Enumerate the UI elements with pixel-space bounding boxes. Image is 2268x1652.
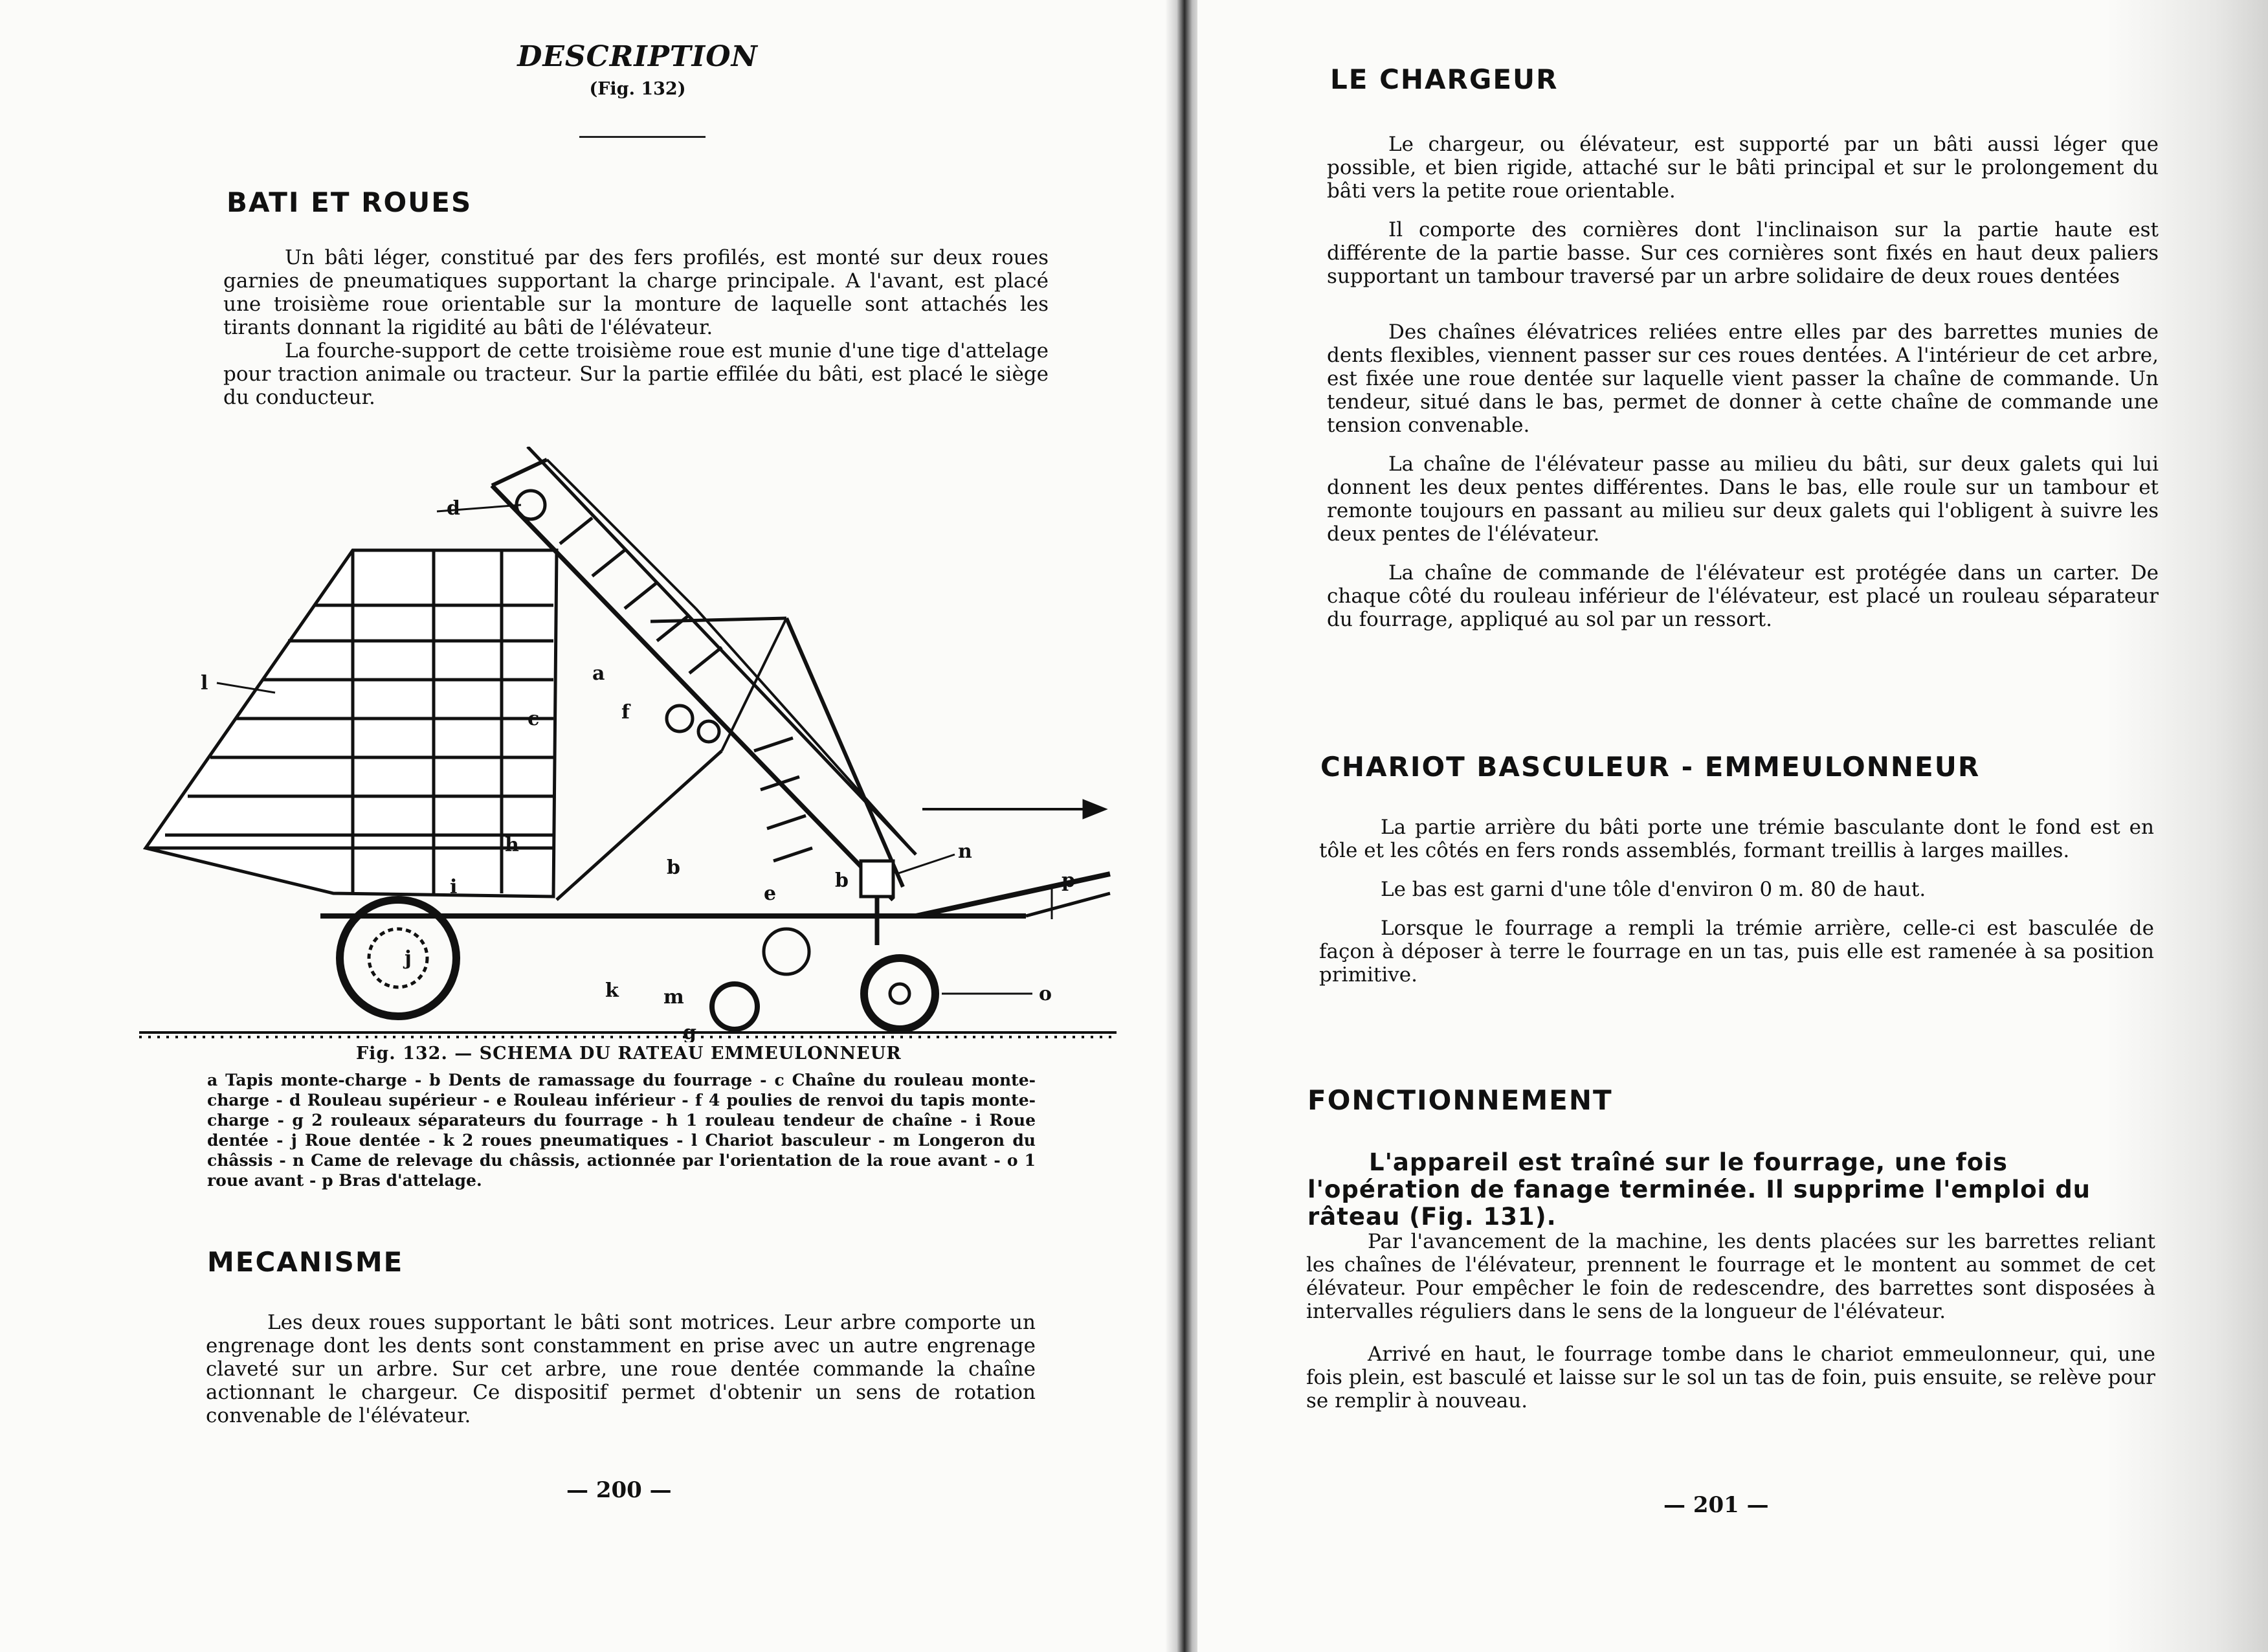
paragraph: Arrivé en haut, le fourrage tombe dans le chariot emmeulonneur, qui, une fois plein, est basculé et laisse sur le sol un tas de foin, puis ensuite, se relève pour se remplir à nouveau. xyxy=(1306,1343,2155,1412)
section-body-chariot-basculeur xyxy=(1319,816,2154,987)
section-body-le-chargeur xyxy=(1327,133,2159,631)
paragraph: Par l'avancement de la machine, les dents placées sur les barrettes reliant les chaînes de l'élévateur, prennent le fourrage et le montent au sommet de cet élévateur. Pour empêcher le foin de redescendre, des barrettes sont disposées à intervalles réguliers dans le sens de la longueur de l'élévateur. xyxy=(1306,1230,2155,1323)
fig-label-o: o xyxy=(1039,983,1052,1005)
paragraph: Un bâti léger, constitué par des fers profilés, est monté sur deux roues garnies de pneumatiques supportant la charge principale. A l'avant, est placé une troisième roue orientable sur la monture de laquelle sont attachés les tirants donnant la rigidité au bâti de l'élévateur. xyxy=(223,246,1049,339)
paragraph: Lorsque le fourrage a rempli la trémie arrière, celle-ci est basculée de façon à déposer à terre le fourrage en un tas, puis elle est ramenée à sa position primitive. xyxy=(1319,917,2154,987)
section-heading-fonctionnement: FONCTIONNEMENT xyxy=(1307,1084,1613,1116)
fig-label-e: e xyxy=(764,882,777,905)
fig-label-c: c xyxy=(528,708,540,730)
figure-legend: a Tapis monte-charge - b Dents de ramassage du fourrage - c Chaîne du rouleau monte-charge - d Rouleau supérieur - e Rouleau inférieur - f 4 poulies de renvoi du tapis monte-charge - g 2 rouleaux séparateurs du fourrage - h 1 rouleau tendeur de chaîne - i Roue dentée - j Roue dentée - k 2 roues pneumatiques - l Chariot basculeur - m Longeron du châssis - n Came de relevage du châssis, actionnée par l'orientation de la roue avant - o 1 roue avant - p Bras d'attelage. xyxy=(207,1071,1036,1190)
paragraph: Le bas est garni d'une tôle d'environ 0 m. 80 de haut. xyxy=(1381,878,1926,901)
paragraph: La chaîne de l'élévateur passe au milieu du bâti, sur deux galets qui lui donnent les deux pentes différentes. Dans le bas, elle roule sur un tambour et remonte toujours en passant au milieu sur deux galets qui l'obligent à suivre les deux pentes de l'élévateur. xyxy=(1327,452,2159,546)
fig-label-m: m xyxy=(663,986,684,1009)
section-heading-mecanisme: MECANISME xyxy=(207,1246,404,1278)
fig-label-b2: b xyxy=(835,869,849,892)
paragraph: Des chaînes élévatrices reliées entre elles par des barrettes munies de dents flexibles, viennent passer sur ces roues dentées. A l'intérieur de cet arbre, est fixée une roue dentée sur laquelle vient passer la chaîne de commande. Un tendeur, situé dans le bas, permet de donner à cette chaîne de commande une tension convenable. xyxy=(1327,320,2159,437)
right-page xyxy=(1197,0,2268,1652)
section-heading-le-chargeur: LE CHARGEUR xyxy=(1330,63,1559,95)
section-body-fonctionnement xyxy=(1306,1230,2155,1412)
section-body-mecanisme xyxy=(206,1311,1036,1427)
lead-paragraph: L'appareil est traîné sur le fourrage, une fois l'opération de fanage terminée. Il supprime l'emploi du râteau (Fig. 131). xyxy=(1307,1148,2091,1231)
paragraph: La partie arrière du bâti porte une trémie basculante dont le fond est en tôle et les côtés en fers ronds assemblés, formant treillis à larges mailles. xyxy=(1319,816,2154,862)
page-title: DESCRIPTION xyxy=(517,40,758,73)
fig-label-k: k xyxy=(605,979,619,1002)
fig-label-n: n xyxy=(958,840,972,863)
page-number-right: — 201 — xyxy=(1663,1492,1769,1518)
fig-label-f: f xyxy=(621,701,630,724)
fig-label-a: a xyxy=(592,662,605,685)
fig-label-d: d xyxy=(447,497,460,520)
fig-label-i: i xyxy=(450,876,458,899)
section-body-bati-et-roues xyxy=(223,246,1049,409)
figure-reference: (Fig. 132) xyxy=(589,79,686,99)
machine-diagram xyxy=(139,447,1123,1042)
fig-label-b: b xyxy=(667,856,680,879)
paragraph: Le chargeur, ou élévateur, est supporté par un bâti aussi léger que possible, et bien rigide, attaché sur le bâti principal et sur le prolongement du bâti vers la petite roue orientable. xyxy=(1327,133,2159,203)
section-heading-chariot-basculeur: CHARIOT BASCULEUR - EMMEULONNEUR xyxy=(1320,751,1981,783)
paragraph: Il comporte des cornières dont l'inclinaison sur la partie haute est différente de la partie basse. Sur ces cornières sont fixés en haut deux paliers supportant un tambour traversé par un arbre solidaire de deux roues dentées xyxy=(1327,218,2159,288)
fig-label-p: p xyxy=(1062,869,1075,892)
page-number-left: — 200 — xyxy=(566,1477,672,1503)
divider xyxy=(579,136,706,138)
figure-caption: Fig. 132. — SCHEMA DU RATEAU EMMEULONNEUR xyxy=(356,1044,902,1064)
section-heading-bati-et-roues: BATI ET ROUES xyxy=(227,186,472,218)
fig-label-l: l xyxy=(201,672,208,695)
paragraph: La chaîne de commande de l'élévateur est protégée dans un carter. De chaque côté du rouleau inférieur de l'élévateur, est placé un rouleau séparateur du fourrage, appliqué au sol par un ressort. xyxy=(1327,561,2159,631)
fig-label-h: h xyxy=(505,834,519,856)
paragraph: La fourche-support de cette troisième roue est munie d'une tige d'attelage pour traction animale ou tracteur. Sur la partie effilée du bâti, est placé le siège du conducteur. xyxy=(223,339,1049,409)
paragraph: Les deux roues supportant le bâti sont motrices. Leur arbre comporte un engrenage dont les dents sont constamment en prise avec un autre engrenage claveté sur un arbre. Sur cet arbre, une roue dentée commande la chaîne actionnant le chargeur. Ce dispositif permet d'obtenir un sens de rotation convenable de l'élévateur. xyxy=(206,1311,1036,1427)
fig-label-j: j xyxy=(405,947,412,970)
fig-label-g: g xyxy=(683,1021,696,1042)
